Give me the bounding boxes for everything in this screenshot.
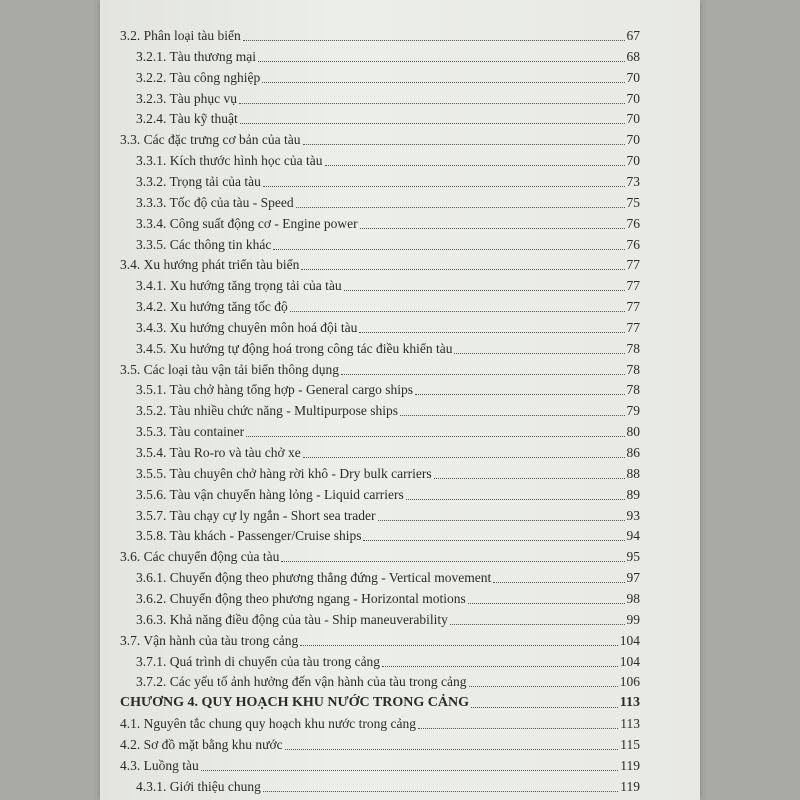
dot-leader <box>262 82 624 83</box>
toc-entry-title: 4.3. Luồng tàu <box>120 757 199 773</box>
dot-leader <box>301 269 624 270</box>
toc-entry-title: 3.6.1. Chuyển động theo phương thẳng đứng - Vertical movement <box>136 570 492 586</box>
dot-leader <box>296 207 625 208</box>
toc-entry-title: CHƯƠNG 4. QUY HOẠCH KHU NƯỚC TRONG CẢNG <box>120 695 469 711</box>
dot-leader <box>303 144 625 145</box>
toc-entry <box>136 586 640 607</box>
dot-leader <box>273 249 624 250</box>
dot-leader <box>450 624 625 625</box>
dot-leader <box>243 40 625 41</box>
toc-entry <box>136 211 640 232</box>
toc-entry-page: 73 <box>626 173 640 189</box>
dot-leader <box>406 499 625 500</box>
toc-entry <box>120 544 640 565</box>
toc-entry-page: 97 <box>626 570 640 586</box>
toc-entry <box>120 357 640 378</box>
dot-leader <box>303 457 625 458</box>
toc-entry-title: 3.7. Vận hành của tàu trong cảng <box>120 632 299 648</box>
dot-leader <box>344 290 625 291</box>
dot-leader <box>239 103 625 104</box>
toc-entry-title: 4.1. Nguyên tắc chung quy hoạch khu nước trong cảng <box>120 716 417 732</box>
toc-entry-title: 3.2.1. Tàu thương mại <box>136 48 256 64</box>
toc-entry-page: 98 <box>626 590 640 606</box>
toc-entry <box>136 669 640 690</box>
book-page <box>100 0 700 800</box>
toc-entry <box>136 482 640 503</box>
toc-entry-title: 3.6.3. Khả năng điều động của tàu - Ship maneuverability <box>136 611 448 627</box>
toc-entry-title: 3.5.5. Tàu chuyên chở hàng rời khô - Dry bulk carriers <box>136 465 432 481</box>
dot-leader <box>468 603 625 604</box>
dot-leader <box>471 707 618 708</box>
dot-leader <box>263 791 618 792</box>
toc-entry <box>120 711 640 732</box>
dot-leader <box>359 332 624 333</box>
toc-entry-title: 3.4. Xu hướng phát triển tàu biển <box>120 257 300 273</box>
toc-entry <box>120 690 640 711</box>
toc-entry <box>136 232 640 253</box>
dot-leader <box>400 415 624 416</box>
toc-entry-page: 94 <box>626 528 640 544</box>
dot-leader <box>281 561 624 562</box>
toc-entry-title: 3.3.3. Tốc độ của tàu - Speed <box>136 194 294 210</box>
toc-entry-title: 3.3.5. Các thông tin khác <box>136 236 272 252</box>
dot-leader <box>258 61 625 62</box>
dot-leader <box>360 228 625 229</box>
toc-entry-page: 67 <box>626 28 640 43</box>
toc-entry-page: 76 <box>626 236 640 252</box>
toc-entry-page: 113 <box>619 695 640 711</box>
toc-entry-page: 78 <box>626 340 640 356</box>
toc-entry <box>120 127 640 148</box>
toc-entry-title: 3.4.5. Xu hướng tự động hoá trong công tác điều khiển tàu <box>136 340 453 356</box>
toc-entry <box>136 190 640 211</box>
toc-entry <box>136 273 640 294</box>
toc-entry-page: 89 <box>626 486 640 502</box>
toc-entry <box>136 294 640 315</box>
toc-entry-title: 3.7.1. Quá trình di chuyển của tàu trong cảng <box>136 653 381 669</box>
toc-entry-page: 76 <box>626 215 640 231</box>
toc-entry-page: 70 <box>626 90 640 106</box>
toc-entry-title: 3.2.2. Tàu công nghiệp <box>136 69 261 85</box>
toc-entry <box>120 628 640 649</box>
toc-entry <box>120 732 640 753</box>
toc-entry <box>136 565 640 586</box>
dot-leader <box>325 165 625 166</box>
dot-leader <box>246 436 624 437</box>
toc-entry-title: 4.3.1. Giới thiệu chung <box>136 778 261 794</box>
toc-entry <box>136 440 640 461</box>
toc-entry <box>136 774 640 795</box>
toc-entry <box>136 503 640 524</box>
toc-entry-title: 3.5.3. Tàu container <box>136 424 245 440</box>
toc-entry-page: 77 <box>626 319 640 335</box>
dot-leader <box>285 749 619 750</box>
toc-entry-title: 3.5.4. Tàu Ro-ro và tàu chở xe <box>136 445 301 460</box>
toc-entry-page: 86 <box>626 445 640 460</box>
toc-entry-page: 68 <box>626 48 640 64</box>
toc-entry-title: 3.5.1. Tàu chở hàng tổng hợp - General cargo ships <box>136 382 413 398</box>
dot-leader <box>263 186 625 187</box>
dot-leader <box>415 394 625 395</box>
toc-entry <box>136 169 640 190</box>
toc-entry <box>136 336 640 357</box>
toc-entry-title: 3.3.4. Công suất động cơ - Engine power <box>136 215 358 231</box>
dot-leader <box>201 770 619 771</box>
toc-entry <box>136 65 640 86</box>
toc-entry-title: 3.5.6. Tàu vận chuyển hàng lỏng - Liquid carriers <box>136 486 404 502</box>
dot-leader <box>493 582 624 583</box>
toc-entry <box>136 649 640 670</box>
dot-leader <box>300 645 618 646</box>
toc-entry-title: 3.3.1. Kích thước hình học của tàu <box>136 153 323 169</box>
toc-entry-page: 93 <box>626 507 640 523</box>
toc-entry <box>136 461 640 482</box>
dot-leader <box>418 728 618 729</box>
toc-entry-page: 78 <box>626 382 640 398</box>
toc-entry <box>136 607 640 628</box>
toc-entry-title: 3.5.8. Tàu khách - Passenger/Cruise ships <box>136 528 362 544</box>
dot-leader <box>382 666 618 667</box>
toc-entry-page: 78 <box>626 361 640 377</box>
dot-leader <box>363 540 624 541</box>
toc-entry-title: 3.6.2. Chuyển động theo phương ngang - Horizontal motions <box>136 590 466 606</box>
toc-entry <box>136 419 640 440</box>
toc-entry-page: 119 <box>620 757 640 773</box>
toc-entry <box>136 315 640 336</box>
toc-entry <box>136 44 640 65</box>
toc-entry-page: 104 <box>619 632 640 648</box>
toc-entry <box>136 377 640 398</box>
toc-entry-page: 70 <box>626 69 640 85</box>
dot-leader <box>469 686 618 687</box>
toc-entry <box>136 398 640 419</box>
toc-entry-title: 3.5.2. Tàu nhiều chức năng - Multipurpose ships <box>136 403 399 419</box>
toc-entry-title: 3.5. Các loại tàu vận tải biển thông dụng <box>120 361 339 377</box>
dot-leader <box>434 478 625 479</box>
toc-entry-page: 88 <box>626 465 640 481</box>
toc-entry-page: 119 <box>620 778 640 794</box>
dot-leader <box>454 353 624 354</box>
toc-entry-title: 3.6. Các chuyển động của tàu <box>120 549 280 565</box>
toc-entry-title: 3.2. Phân loại tàu biển <box>120 28 241 43</box>
toc-entry-page: 77 <box>626 257 640 273</box>
toc-entry-title: 3.7.2. Các yếu tố ảnh hưởng đến vận hành của tàu trong cảng <box>136 674 467 690</box>
toc-entry <box>120 252 640 273</box>
dot-leader <box>290 311 625 312</box>
toc-entry-title: 3.4.1. Xu hướng tăng trọng tải của tàu <box>136 278 342 294</box>
toc-entry <box>136 148 640 169</box>
toc-entry-page: 115 <box>620 736 640 752</box>
toc-entry-page: 70 <box>626 111 640 127</box>
dot-leader <box>378 520 625 521</box>
toc-entry-title: 3.5.7. Tàu chạy cự ly ngắn - Short sea trader <box>136 507 376 523</box>
dot-leader <box>341 374 625 375</box>
toc-entry-page: 99 <box>626 611 640 627</box>
toc-entry-page: 79 <box>626 403 640 419</box>
toc-entry-title: 3.4.3. Xu hướng chuyên môn hoá đội tàu <box>136 319 358 335</box>
dot-leader <box>240 123 625 124</box>
toc-entry-page: 77 <box>626 299 640 315</box>
toc-entry-title: 3.2.4. Tàu kỹ thuật <box>136 111 238 127</box>
toc-entry-page: 77 <box>626 278 640 294</box>
toc-entry-title: 4.2. Sơ đồ mặt bằng khu nước <box>120 736 283 752</box>
toc-entry-page: 113 <box>620 716 640 732</box>
toc-entry-page: 95 <box>626 549 640 565</box>
toc-entry-page: 70 <box>626 132 640 148</box>
toc-entry <box>136 523 640 544</box>
toc-entry <box>136 86 640 107</box>
toc-entry-title: 3.2.3. Tàu phục vụ <box>136 90 237 106</box>
toc-entry-title: 3.3. Các đặc trưng cơ bản của tàu <box>120 132 301 148</box>
toc-entry <box>120 753 640 774</box>
toc-entry-page: 70 <box>626 153 640 169</box>
toc-entry-page: 80 <box>626 424 640 440</box>
toc-entry-title: 3.4.2. Xu hướng tăng tốc độ <box>136 299 288 315</box>
toc-entry <box>136 106 640 127</box>
toc-entry-title: 3.3.2. Trọng tải của tàu <box>136 173 261 189</box>
toc-entry-page: 75 <box>626 194 640 210</box>
toc-entry-page: 106 <box>619 674 640 690</box>
toc-entry <box>120 23 640 44</box>
toc-entry-page: 104 <box>619 653 640 669</box>
